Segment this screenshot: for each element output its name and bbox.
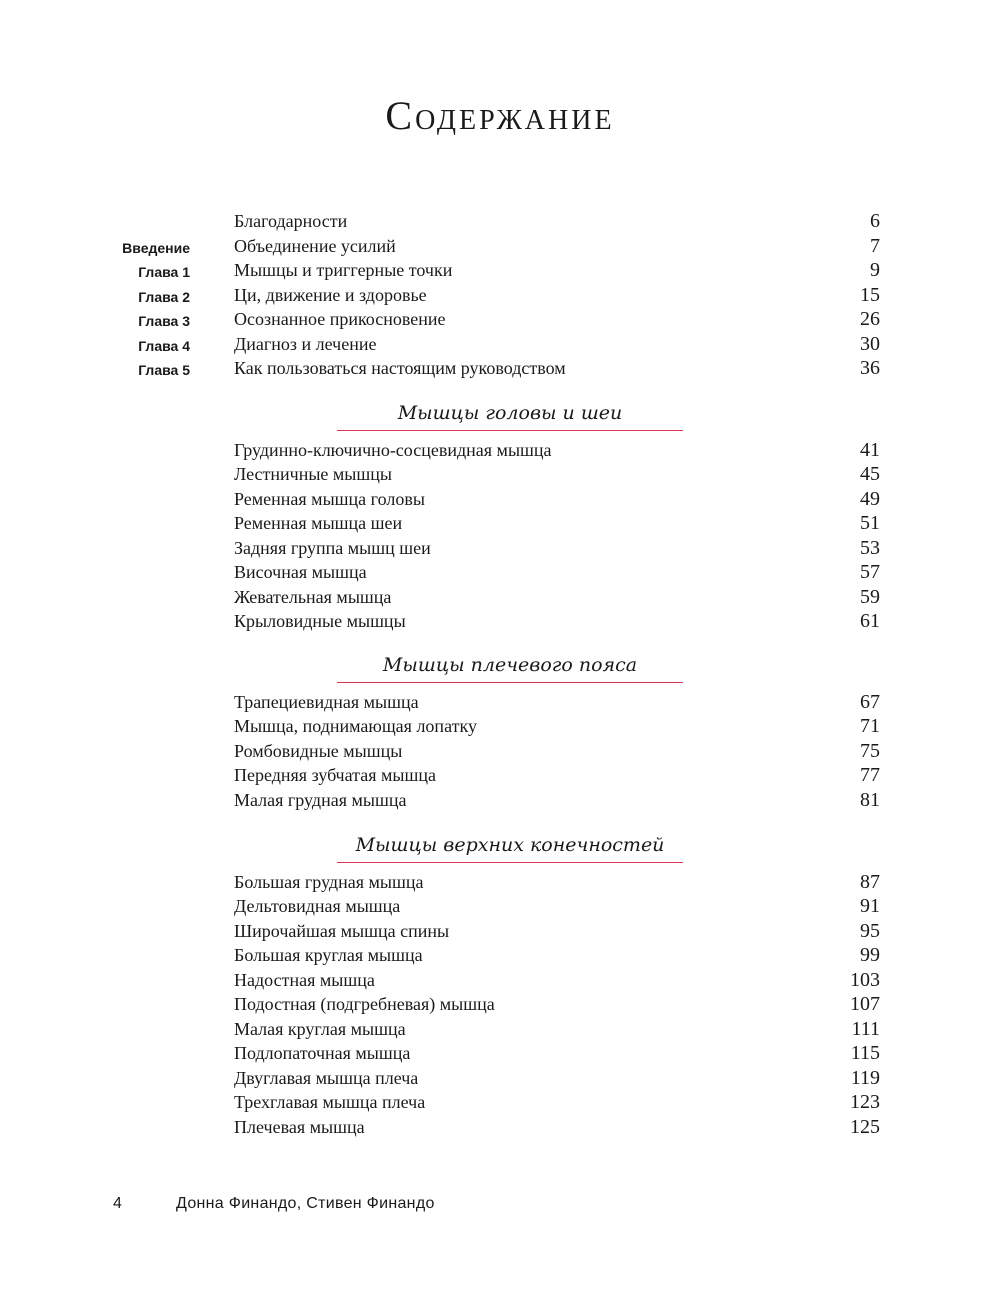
entry-page-number: 119 [850, 1067, 880, 1089]
section-title: Мышцы плечевого пояса [382, 654, 638, 676]
toc-entry [0, 716, 1000, 740]
section-rule [337, 682, 683, 683]
toc-entry [0, 741, 1000, 765]
chapter-label: Глава 5 [138, 362, 190, 378]
entry-title: Подостная (подгребневая) мышца [234, 994, 495, 1014]
entry-title: Грудинно-ключично-сосцевидная мышца [234, 440, 552, 460]
footer-authors: Донна Финандо, Стивен Финандо [176, 1195, 435, 1212]
footer-page-number: 4 [113, 1195, 122, 1212]
toc-entry [0, 945, 1000, 969]
entry-title: Объединение усилий [234, 236, 396, 256]
toc-entry [0, 790, 1000, 814]
chapter-label: Глава 3 [138, 313, 190, 329]
toc-entry [0, 285, 1000, 309]
page-title: Содержание [385, 93, 615, 138]
chapter-label: Глава 2 [138, 289, 190, 305]
toc-entry [0, 464, 1000, 488]
entry-page-number: 15 [860, 284, 880, 306]
toc-entry [0, 692, 1000, 716]
section-rule [337, 862, 683, 863]
entry-title: Задняя группа мышц шеи [234, 538, 431, 558]
entry-page-number: 30 [860, 333, 880, 355]
entry-page-number: 77 [860, 764, 880, 786]
entry-page-number: 115 [850, 1042, 880, 1064]
entry-page-number: 9 [870, 259, 880, 281]
chapter-label: Глава 1 [138, 264, 190, 280]
toc-entry [0, 921, 1000, 945]
entry-title: Лестничные мышцы [234, 464, 392, 484]
entry-title: Осознанное прикосновение [234, 309, 446, 329]
toc-entry [0, 896, 1000, 920]
entry-title: Надостная мышца [234, 970, 375, 990]
toc-entry [0, 562, 1000, 586]
toc-entry [0, 489, 1000, 513]
entry-page-number: 107 [850, 993, 880, 1015]
entry-page-number: 36 [860, 357, 880, 379]
entry-title: Благодарности [234, 211, 348, 231]
toc-entry [0, 538, 1000, 562]
toc-entry [0, 1117, 1000, 1141]
toc-entry [0, 260, 1000, 284]
entry-title: Как пользоваться настоящим руководством [234, 358, 566, 378]
entry-page-number: 41 [860, 439, 880, 461]
entry-page-number: 45 [860, 463, 880, 485]
toc-entry [0, 513, 1000, 537]
toc-entry [0, 1019, 1000, 1043]
entry-title: Малая грудная мышца [234, 790, 407, 810]
entry-title: Ци, движение и здоровье [234, 285, 427, 305]
entry-page-number: 125 [850, 1116, 880, 1138]
chapter-label: Введение [122, 240, 190, 256]
entry-page-number: 26 [860, 308, 880, 330]
entry-page-number: 103 [850, 969, 880, 991]
entry-page-number: 123 [850, 1091, 880, 1113]
toc-entry [0, 970, 1000, 994]
entry-page-number: 67 [860, 691, 880, 713]
entry-title: Ромбовидные мышцы [234, 741, 403, 761]
section-heading [337, 654, 683, 686]
entry-page-number: 59 [860, 586, 880, 608]
toc-entry [0, 236, 1000, 260]
entry-title: Широчайшая мышца спины [234, 921, 450, 941]
entry-page-number: 53 [860, 537, 880, 559]
entry-title: Плечевая мышца [234, 1117, 365, 1137]
entry-page-number: 95 [860, 920, 880, 942]
entry-page-number: 49 [860, 488, 880, 510]
entry-title: Малая круглая мышца [234, 1019, 406, 1039]
entry-page-number: 6 [870, 210, 880, 232]
entry-title: Мышцы и триггерные точки [234, 260, 453, 280]
toc-entry [0, 587, 1000, 611]
entry-title: Ременная мышца головы [234, 489, 425, 509]
entry-title: Большая грудная мышца [234, 872, 424, 892]
entry-title: Двуглавая мышца плеча [234, 1068, 419, 1088]
section-rule [337, 430, 683, 431]
entry-title: Дельтовидная мышца [234, 896, 401, 916]
entry-title: Височная мышца [234, 562, 367, 582]
toc-entry [0, 765, 1000, 789]
chapter-label: Глава 4 [138, 338, 190, 354]
entry-page-number: 111 [851, 1018, 880, 1040]
section-title: Мышцы верхних конечностей [355, 834, 665, 856]
toc-entry [0, 211, 1000, 235]
entry-page-number: 57 [860, 561, 880, 583]
entry-title: Крыловидные мышцы [234, 611, 406, 631]
section-heading [337, 402, 683, 434]
toc-entry [0, 994, 1000, 1018]
toc-entry [0, 872, 1000, 896]
entry-page-number: 99 [860, 944, 880, 966]
entry-page-number: 81 [860, 789, 880, 811]
entry-page-number: 87 [860, 871, 880, 893]
entry-title: Мышца, поднимающая лопатку [234, 716, 477, 736]
section-title: Мышцы головы и шеи [397, 402, 623, 424]
toc-entry [0, 1068, 1000, 1092]
section-heading [337, 834, 683, 866]
entry-page-number: 61 [860, 610, 880, 632]
entry-page-number: 75 [860, 740, 880, 762]
entry-page-number: 51 [860, 512, 880, 534]
entry-page-number: 91 [860, 895, 880, 917]
toc-entry [0, 309, 1000, 333]
entry-title: Трапециевидная мышца [234, 692, 419, 712]
toc-entry [0, 334, 1000, 358]
toc-entry [0, 1043, 1000, 1067]
entry-page-number: 71 [860, 715, 880, 737]
entry-title: Диагноз и лечение [234, 334, 377, 354]
entry-page-number: 7 [870, 235, 880, 257]
entry-title: Трехглавая мышца плеча [234, 1092, 426, 1112]
entry-title: Большая круглая мышца [234, 945, 423, 965]
entry-title: Подлопаточная мышца [234, 1043, 411, 1063]
entry-title: Жевательная мышца [234, 587, 392, 607]
toc-entry [0, 358, 1000, 382]
toc-entry [0, 611, 1000, 635]
entry-title: Передняя зубчатая мышца [234, 765, 436, 785]
toc-entry [0, 1092, 1000, 1116]
toc-entry [0, 440, 1000, 464]
entry-title: Ременная мышца шеи [234, 513, 403, 533]
